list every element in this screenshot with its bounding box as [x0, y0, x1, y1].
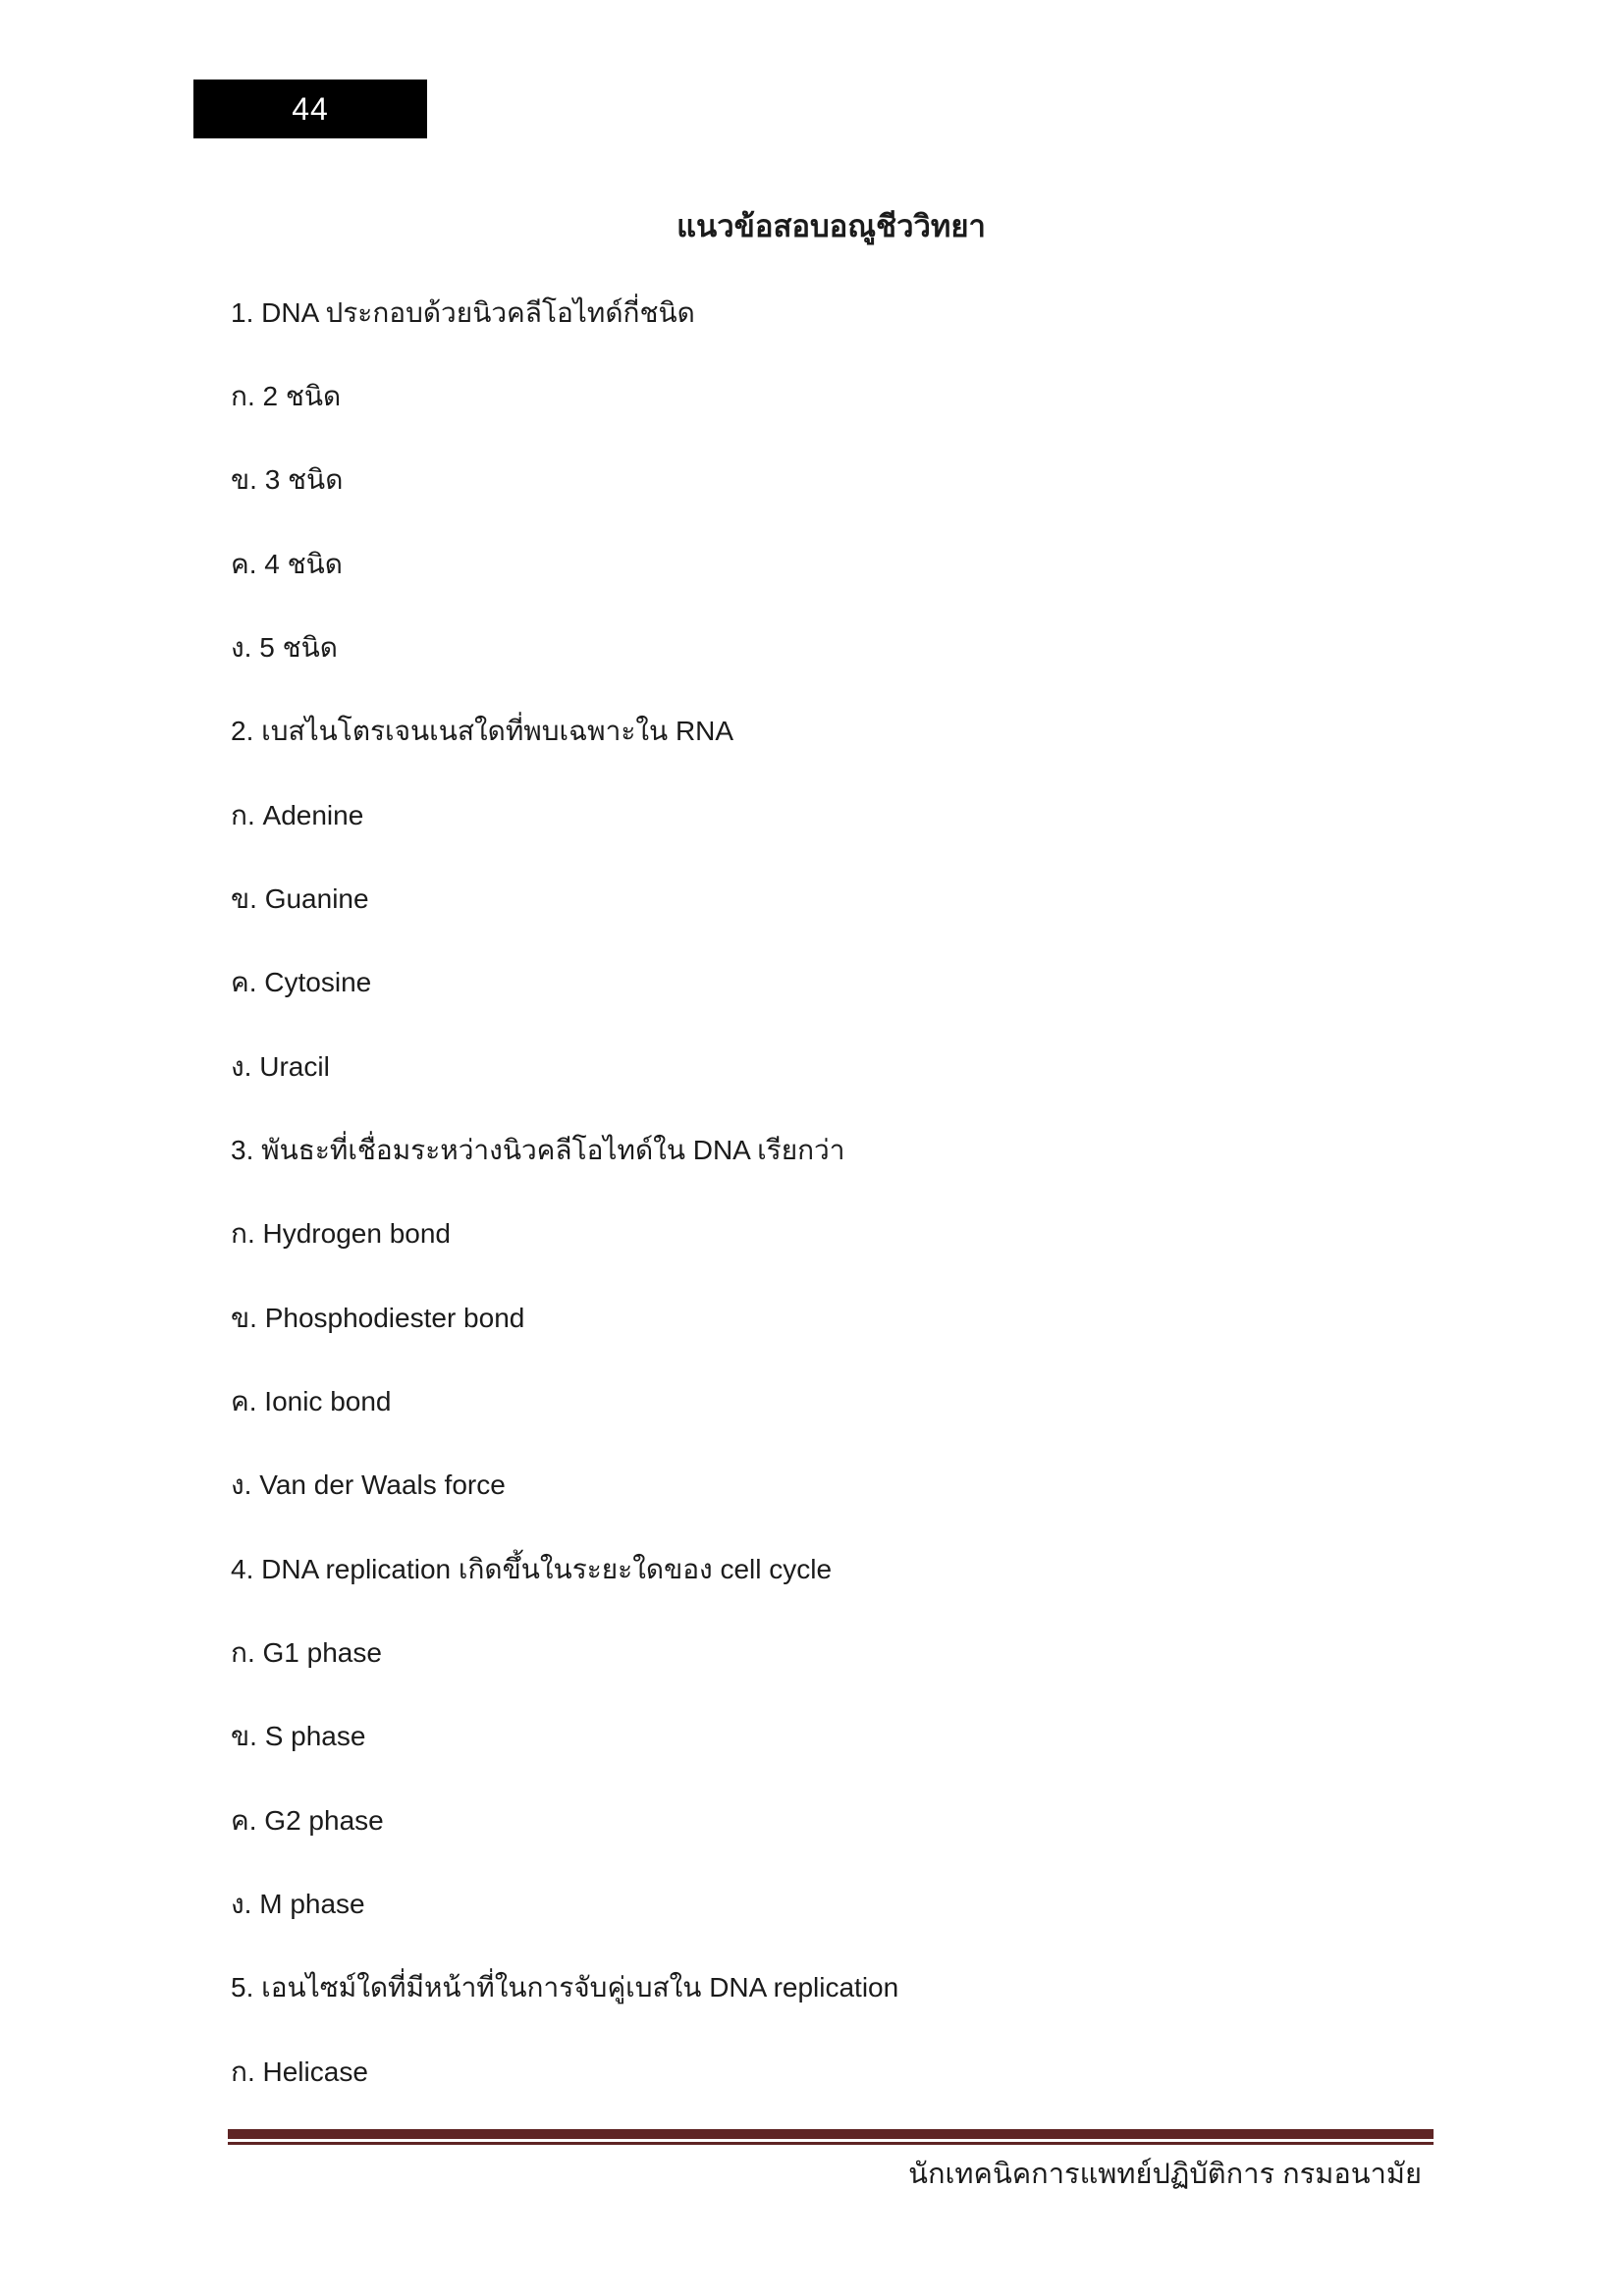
footer-text: นักเทคนิคการแพทย์ปฏิบัติการ กรมอนามัย	[908, 2159, 1422, 2190]
question-text: 1. DNA ประกอบด้วยนิวคลีโอไทด์กี่ชนิด	[231, 296, 695, 328]
choice-text: ก. G1 phase	[231, 1636, 382, 1668]
page-number-badge	[193, 80, 427, 138]
choice-text: ก. Hydrogen bond	[231, 1218, 451, 1250]
document-title: แนวข้อสอบอณูชีววิทยา	[677, 209, 986, 243]
choice-text: ค. Ionic bond	[231, 1385, 392, 1416]
choice-text: ก. Adenine	[231, 799, 364, 830]
question-list	[231, 271, 1507, 2113]
choice-text: ง. Van der Waals force	[231, 1469, 506, 1501]
question-text: 2. เบสไนโตรเจนเนสใดที่พบเฉพาะใน RNA	[231, 716, 734, 747]
choice-text: ง. Uracil	[231, 1050, 330, 1082]
footer-rule-thick	[228, 2129, 1434, 2139]
footer-rule-thin	[228, 2142, 1434, 2145]
choice-text: ข. 3 ชนิด	[231, 464, 344, 496]
page-number: 44	[292, 90, 329, 127]
choice-text: ข. Phosphodiester bond	[231, 1302, 525, 1333]
choice-text: ข. S phase	[231, 1721, 366, 1752]
choice-text: ค. G2 phase	[231, 1804, 384, 1836]
choice-text: ข. Guanine	[231, 882, 369, 914]
choice-text: ค. Cytosine	[231, 967, 372, 998]
question-text: 3. พันธะที่เชื่อมระหว่างนิวคลีโอไทด์ใน DNA เรียกว่า	[231, 1134, 845, 1165]
question-text: 4. DNA replication เกิดขึ้นในระยะใดของ cell cycle	[231, 1553, 833, 1584]
choice-text: ก. 2 ชนิด	[231, 380, 342, 411]
choice-text: ง. 5 ชนิด	[231, 631, 338, 663]
choice-text: ก. Helicase	[231, 2056, 368, 2087]
choice-text: ค. 4 ชนิด	[231, 548, 343, 579]
question-text: 5. เอนไซม์ใดที่มีหน้าที่ในการจับคู่เบสใน DNA replication	[231, 1972, 899, 2003]
choice-text: ง. M phase	[231, 1888, 365, 1919]
